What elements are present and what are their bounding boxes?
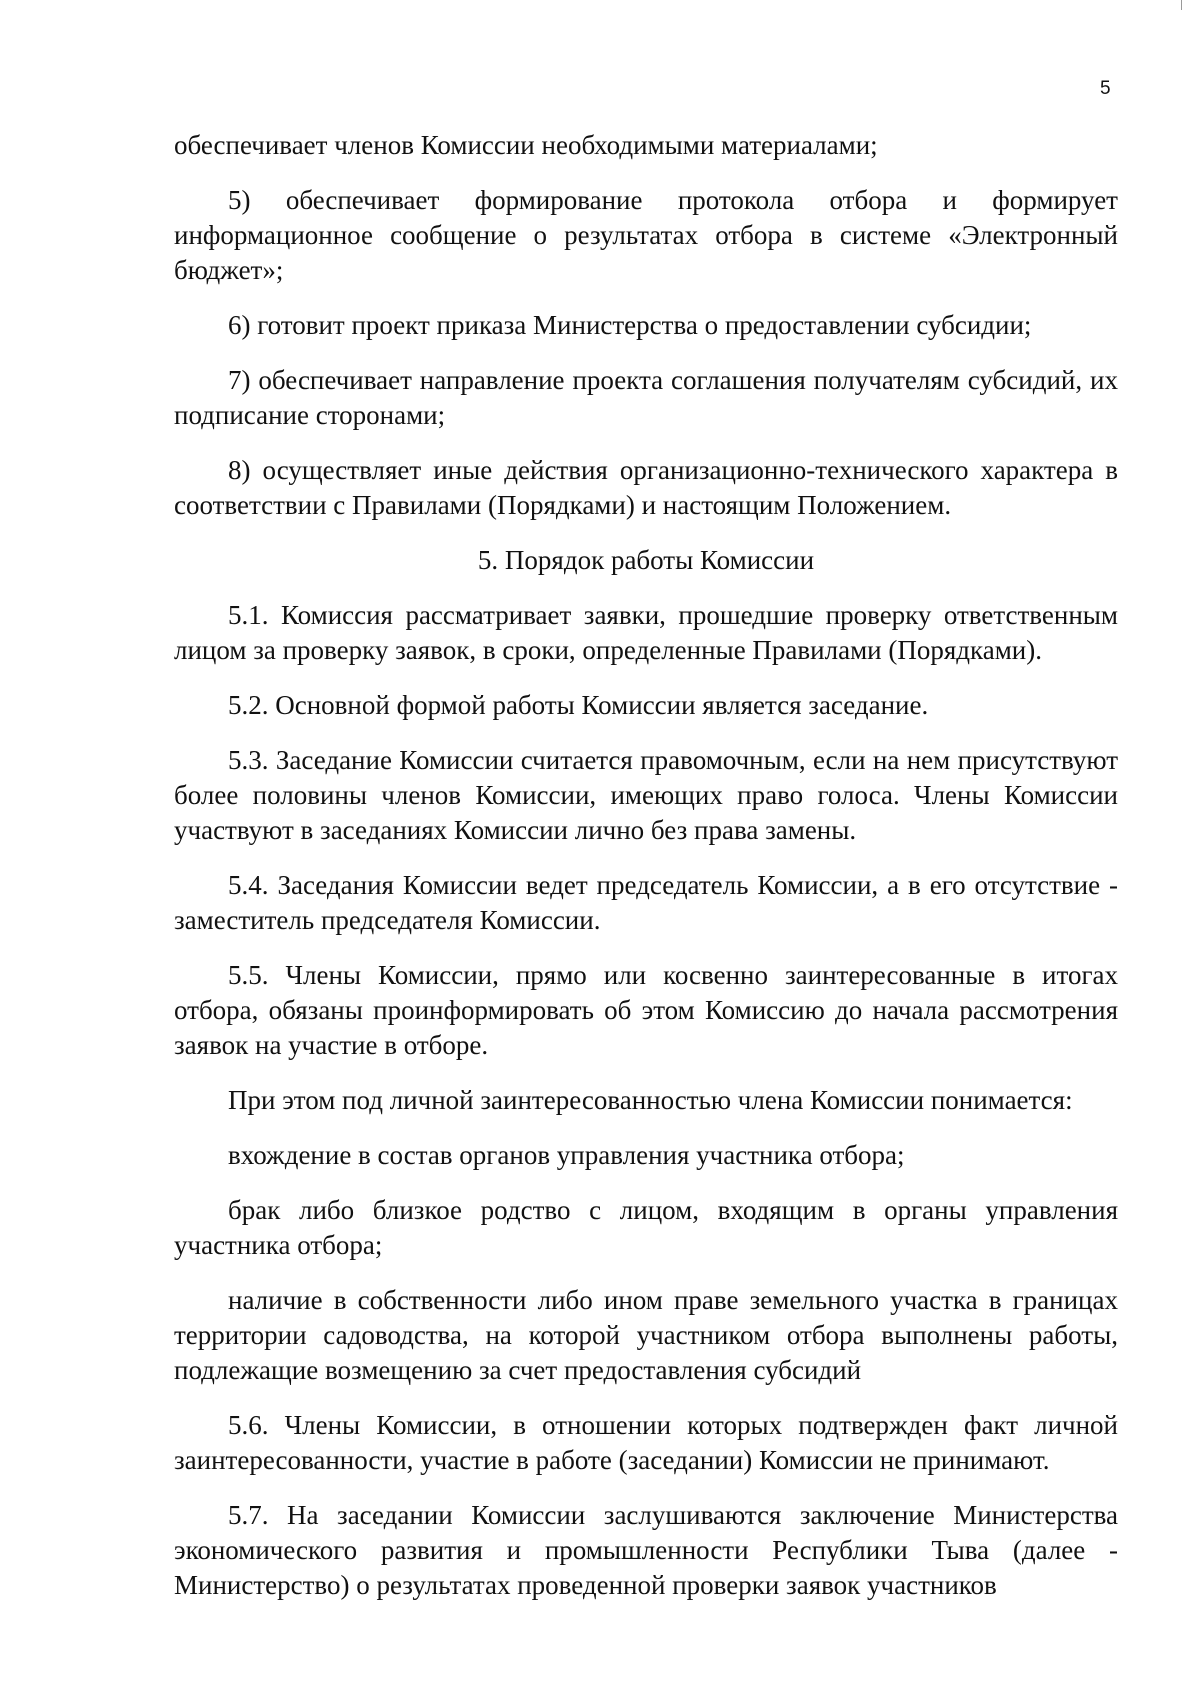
list-item-8: 8) осуществляет иные действия организационно-технического характера в соответствии с Правилами (Порядками) и настоящим Положением. — [174, 455, 1118, 520]
interest-definition-intro: При этом под личной заинтересованностью члена Комиссии понимается: — [228, 1085, 1073, 1115]
page-number: 5 — [1100, 78, 1111, 99]
clause-5-1: 5.1. Комиссия рассматривает заявки, прошедшие проверку ответственным лицом за проверку заявок, в сроки, определенные Правилами (Порядками). — [174, 600, 1118, 665]
list-item-5: 5) обеспечивает формирование протокола отбора и формирует информационное сообщение о результатах отбора в системе «Электронный бюджет»; — [174, 185, 1118, 285]
list-item-7: 7) обеспечивает направление проекта соглашения получателям субсидий, их подписание сторонами; — [174, 365, 1118, 430]
clause-5-3: 5.3. Заседание Комиссии считается правомочным, если на нем присутствуют более половины членов Комиссии, имеющих право голоса. Члены Комиссии участвуют в заседаниях Комиссии лично без права замены. — [174, 745, 1118, 845]
interest-item-3: наличие в собственности либо ином праве земельного участка в границах территории садоводства, на которой участником отбора выполнены работы, подлежащие возмещению за счет предоставления субсидий — [174, 1285, 1118, 1385]
section-heading: 5. Порядок работы Комиссии — [477, 545, 815, 575]
clause-5-7: 5.7. На заседании Комиссии заслушиваются заключение Министерства экономического развития и промышленности Республики Тыва (далее - Министерство) о результатах проведенной проверки заявок участников — [174, 1500, 1118, 1600]
interest-item-2: брак либо близкое родство с лицом, входящим в органы управления участника отбора; — [174, 1195, 1118, 1260]
page-body — [174, 128, 1118, 1603]
clause-5-5: 5.5. Члены Комиссии, прямо или косвенно заинтересованные в итогах отбора, обязаны проинформировать об этом Комиссию до начала рассмотрения заявок на участие в отборе. — [174, 960, 1118, 1060]
list-item-6: 6) готовит проект приказа Министерства о предоставлении субсидии; — [228, 310, 1032, 340]
clause-5-4: 5.4. Заседания Комиссии ведет председатель Комиссии, а в его отсутствие - заместитель председателя Комиссии. — [174, 870, 1118, 935]
interest-item-1: вхождение в состав органов управления участника отбора; — [228, 1140, 905, 1170]
clause-5-6: 5.6. Члены Комиссии, в отношении которых подтвержден факт личной заинтересованности, участие в работе (заседании) Комиссии не принимают. — [174, 1410, 1118, 1475]
paragraph-continuation: обеспечивает членов Комиссии необходимыми материалами; — [174, 130, 878, 160]
scan-edge-mark — [1181, 0, 1182, 10]
clause-5-2: 5.2. Основной формой работы Комиссии является заседание. — [228, 690, 929, 720]
